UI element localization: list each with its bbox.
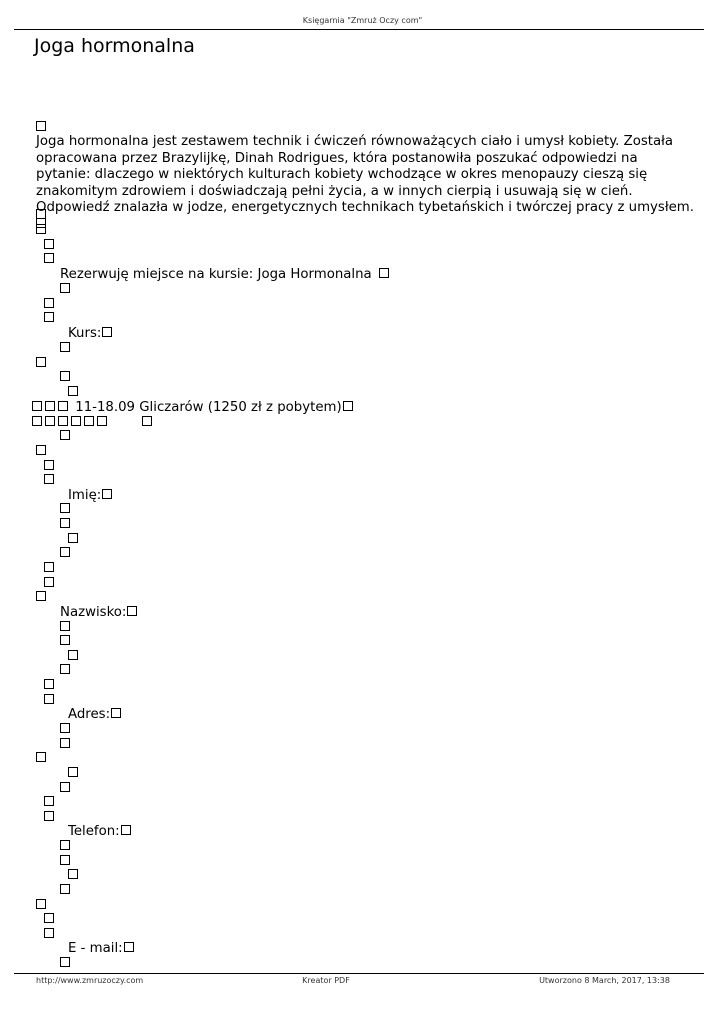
placeholder-box	[60, 341, 73, 357]
placeholder-box	[60, 883, 73, 899]
placeholder-box	[60, 282, 73, 298]
phone-label-text: Telefon:	[68, 824, 120, 839]
placeholder-box	[60, 956, 73, 972]
email-label-text: E - mail:	[68, 941, 123, 956]
placeholder-box	[44, 795, 57, 811]
placeholder-box	[44, 252, 57, 268]
placeholder-box	[44, 927, 57, 943]
reservation-text: Rezerwuję miejsce na kursie: Joga Hormonalna	[60, 267, 372, 282]
placeholder-box	[60, 634, 73, 650]
address-label[interactable]	[68, 707, 124, 723]
placeholder-box	[36, 208, 49, 224]
last-name-label-text: Nazwisko:	[60, 605, 127, 620]
placeholder-box	[60, 429, 73, 445]
placeholder-box	[60, 663, 73, 679]
intro-text: Joga hormonalna jest zestawem technik i ćwiczeń równoważących ciało i umysł kobiety. Została opracowana przez Brazylijkę, Dinah Rodrigues, która postanowiła poszukać odpowiedzi na pytanie: dlaczego w niektórych kulturach kobiety wchodzące w okres menopauzy cieszą się znakomitym zdrowiem i doświadczają pełni życia, a w innych cierpią i usuwają się w cień. Odpowiedź znalazła w jodze, energetycznych technikach tybetańskich i twórczej pracy z umysłem.	[36, 134, 694, 216]
course-option[interactable]	[32, 400, 356, 416]
placeholder-box	[68, 385, 81, 401]
placeholder-box	[44, 912, 57, 928]
course-label	[68, 326, 115, 342]
placeholder-box	[36, 751, 49, 767]
last-name-label[interactable]	[60, 605, 140, 621]
footer-divider	[14, 973, 704, 974]
footer-created-date: Utworzono 8 March, 2017, 13:38	[539, 976, 670, 985]
header-site-name: Księgarnia "Zmruż Oczy com"	[302, 16, 423, 25]
header-divider	[14, 29, 704, 30]
placeholder-box	[60, 737, 73, 753]
first-name-label-text: Imię:	[68, 488, 102, 503]
placeholder-box	[60, 370, 73, 386]
placeholder-box	[60, 781, 73, 797]
placeholder-box	[68, 766, 81, 782]
footer-generator: Kreator PDF	[302, 976, 350, 985]
placeholder-box	[36, 444, 49, 460]
course-label-text: Kurs:	[68, 326, 102, 341]
placeholder-box	[44, 311, 57, 327]
placeholder-box	[44, 810, 57, 826]
reservation-heading	[60, 267, 392, 283]
placeholder-box	[44, 561, 57, 577]
placeholder-box	[60, 517, 73, 533]
placeholder-box	[60, 839, 73, 855]
page-title: Joga hormonalna	[34, 35, 195, 57]
placeholder-box	[68, 868, 81, 884]
phone-label[interactable]	[68, 824, 134, 840]
first-name-label[interactable]	[68, 488, 115, 504]
placeholder-box	[60, 722, 73, 738]
footer-url[interactable]: http://www.zmruzoczy.com	[36, 976, 144, 985]
placeholder-box	[44, 693, 57, 709]
intro-paragraph	[36, 134, 696, 234]
placeholder-box	[36, 356, 49, 372]
placeholder-box	[36, 590, 49, 606]
placeholder-box	[60, 502, 73, 518]
placeholder-box-row	[32, 415, 155, 431]
placeholder-box	[44, 678, 57, 694]
placeholder-box	[36, 223, 49, 239]
placeholder-box	[60, 546, 73, 562]
email-label[interactable]	[68, 941, 137, 957]
placeholder-box	[44, 473, 57, 489]
address-label-text: Adres:	[68, 707, 111, 722]
course-option-text: 11-18.09 Gliczarów (1250 zł z pobytem)	[75, 400, 342, 415]
